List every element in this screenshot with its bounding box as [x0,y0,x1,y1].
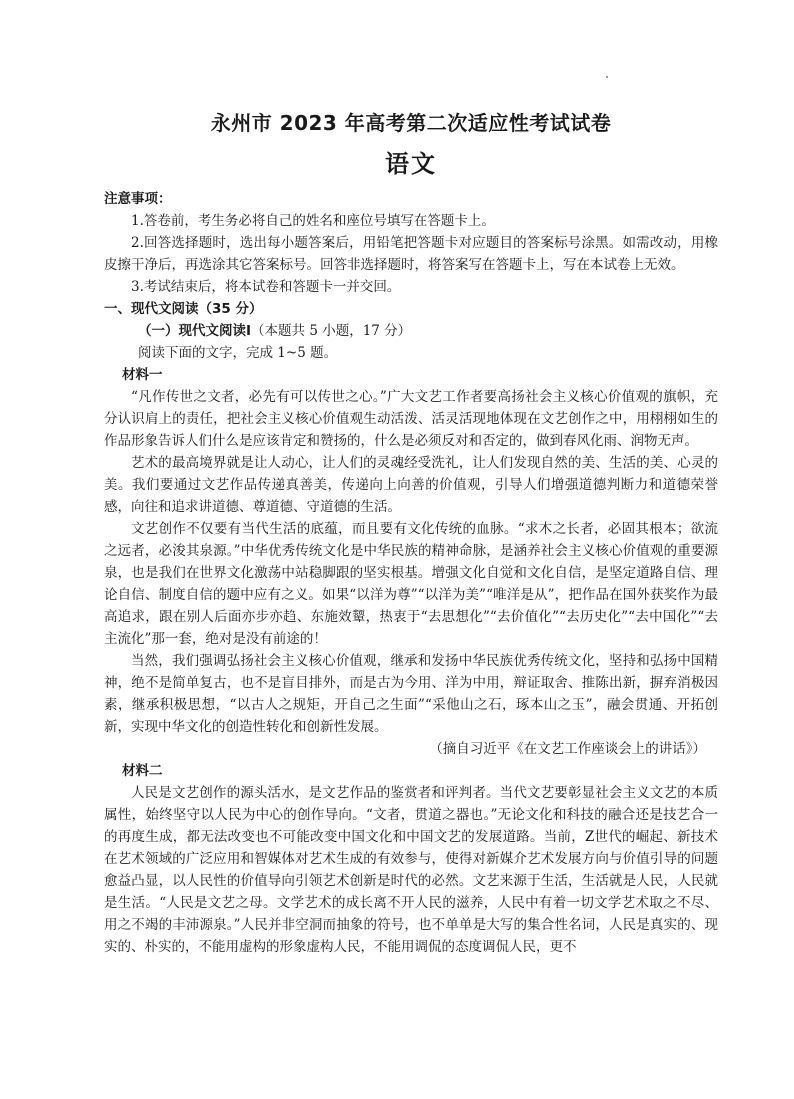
material-1-paragraph: 文艺创作不仅要有当代生活的底蕴，而且要有文化传统的血脉。“求木之长者，必固其根本；欲流之远者，必浚其泉源。”中华优秀传统文化是中华民族的精神命脉，是涵养社会主义核心价值观的重要源泉，也是我们在世界文化激荡中站稳脚跟的坚实根基。增强文化自觉和文化自信，是坚定道路自信、理论自信、制度自信的题中应有之义。如果“以洋为尊”“以洋为美”“唯洋是从”，把作品在国外获奖作为最高追求，跟在别人后面亦步亦趋、东施效颦，热衷于“去思想化”“去价值化”“去历史化”“去中国化”“去主流化”那一套，绝对是没有前途的！ [104,521,718,647]
material-2-label: 材料二 [122,763,163,779]
part-label: （一）现代文阅读Ⅰ [138,323,252,339]
material-1-paragraph: 当然，我们强调弘扬社会主义核心价值观，继承和发扬中华民族优秀传统文化，坚持和弘扬中国精神，绝不是简单复古，也不是盲目排外，而是古为今用、洋为中用，辩证取舍、推陈出新，摒弃消极因素，继承积极思想，“以古人之规矩，开自己之生面”“采他山之石，琢本山之玉”，融会贯通、开拓创新，实现中华文化的创造性转化和创新性发展。 [104,653,718,735]
exam-title: 永州市 2023 年高考第二次适应性考试试卷 [210,111,612,135]
notice-heading: 注意事项： [104,191,172,207]
part-heading [104,320,718,342]
notice-item-3: 3.考试结束后，将本试卷和答题卡一并交回。 [131,279,401,295]
section-heading: 一、现代文阅读（35 分） [104,301,263,317]
notice-item-2: 2.回答选择题时，选出每小题答案后，用铅笔把答题卡对应题目的答案标号涂黑。如需改动，用橡皮擦干净后，再选涂其它答案标号。回答非选择题时，将答案写在答题卡上，写在本试卷上无效。 [104,235,718,273]
material-1-source: （摘自习近平《在文艺工作座谈会上的讲话》） [429,741,706,757]
material-2-paragraph: 人民是文艺创作的源头活水，是文艺作品的鉴赏者和评判者。当代文艺要彰显社会主义文艺的本质属性，始终坚守以人民为中心的创作导向。“文者，贯道之器也。”无论文化和科技的融合还是技艺合一的再度生成，都无法改变也不可能改变中国文化和中国文艺的发展道路。当前，Z世代的崛起、新技术在艺术领域的广泛应用和智媒体对艺术生成的有效参与，使得对新媒介艺术发展方向与价值引导的问题愈益凸显，以人民性的价值导向引领艺术创新是时代的必然。文艺来源于生活，生活就是人民，人民就是生活。“人民是文艺之母。文学艺术的成长离不开人民的滋养，人民中有着一切文学艺术取之不尽、用之不竭的丰沛源泉。”人民并非空洞而抽象的符号，也不单单是大写的集合性名词，人民是真实的、现实的、朴实的，不能用虚构的形象虚构人民，不能用调侃的态度调侃人民，更不 [104,785,718,955]
reading-instruction: 阅读下面的文字，完成 1~5 题。 [138,345,338,361]
subject-title: 语文 [385,150,437,178]
material-1-paragraph: 艺术的最高境界就是让人动心，让人们的灵魂经受洗礼，让人们发现自然的美、生活的美、心灵的美。我们要通过文艺作品传递真善美，传递向上向善的价值观，引导人们增强道德判断力和道德荣誉感，向往和追求讲道德、尊道德、守道德的生活。 [104,455,718,515]
material-1-label: 材料一 [122,367,163,383]
material-1-paragraph: “凡作传世之文者，必先有可以传世之心。”广大文艺工作者要高扬社会主义核心价值观的旗帜，充分认识肩上的责任，把社会主义核心价值观生动活泼、活灵活现地体现在文艺创作之中，用栩栩如生的作品形象告诉人们什么是应该肯定和赞扬的，什么是必须反对和否定的，做到春风化雨、润物无声。 [104,389,718,449]
part-note: （本题共 5 小题，17 分） [251,323,412,339]
scan-speck [606,76,608,78]
notice-item-1: 1.答卷前，考生务必将自己的姓名和座位号填写在答题卡上。 [131,213,495,229]
